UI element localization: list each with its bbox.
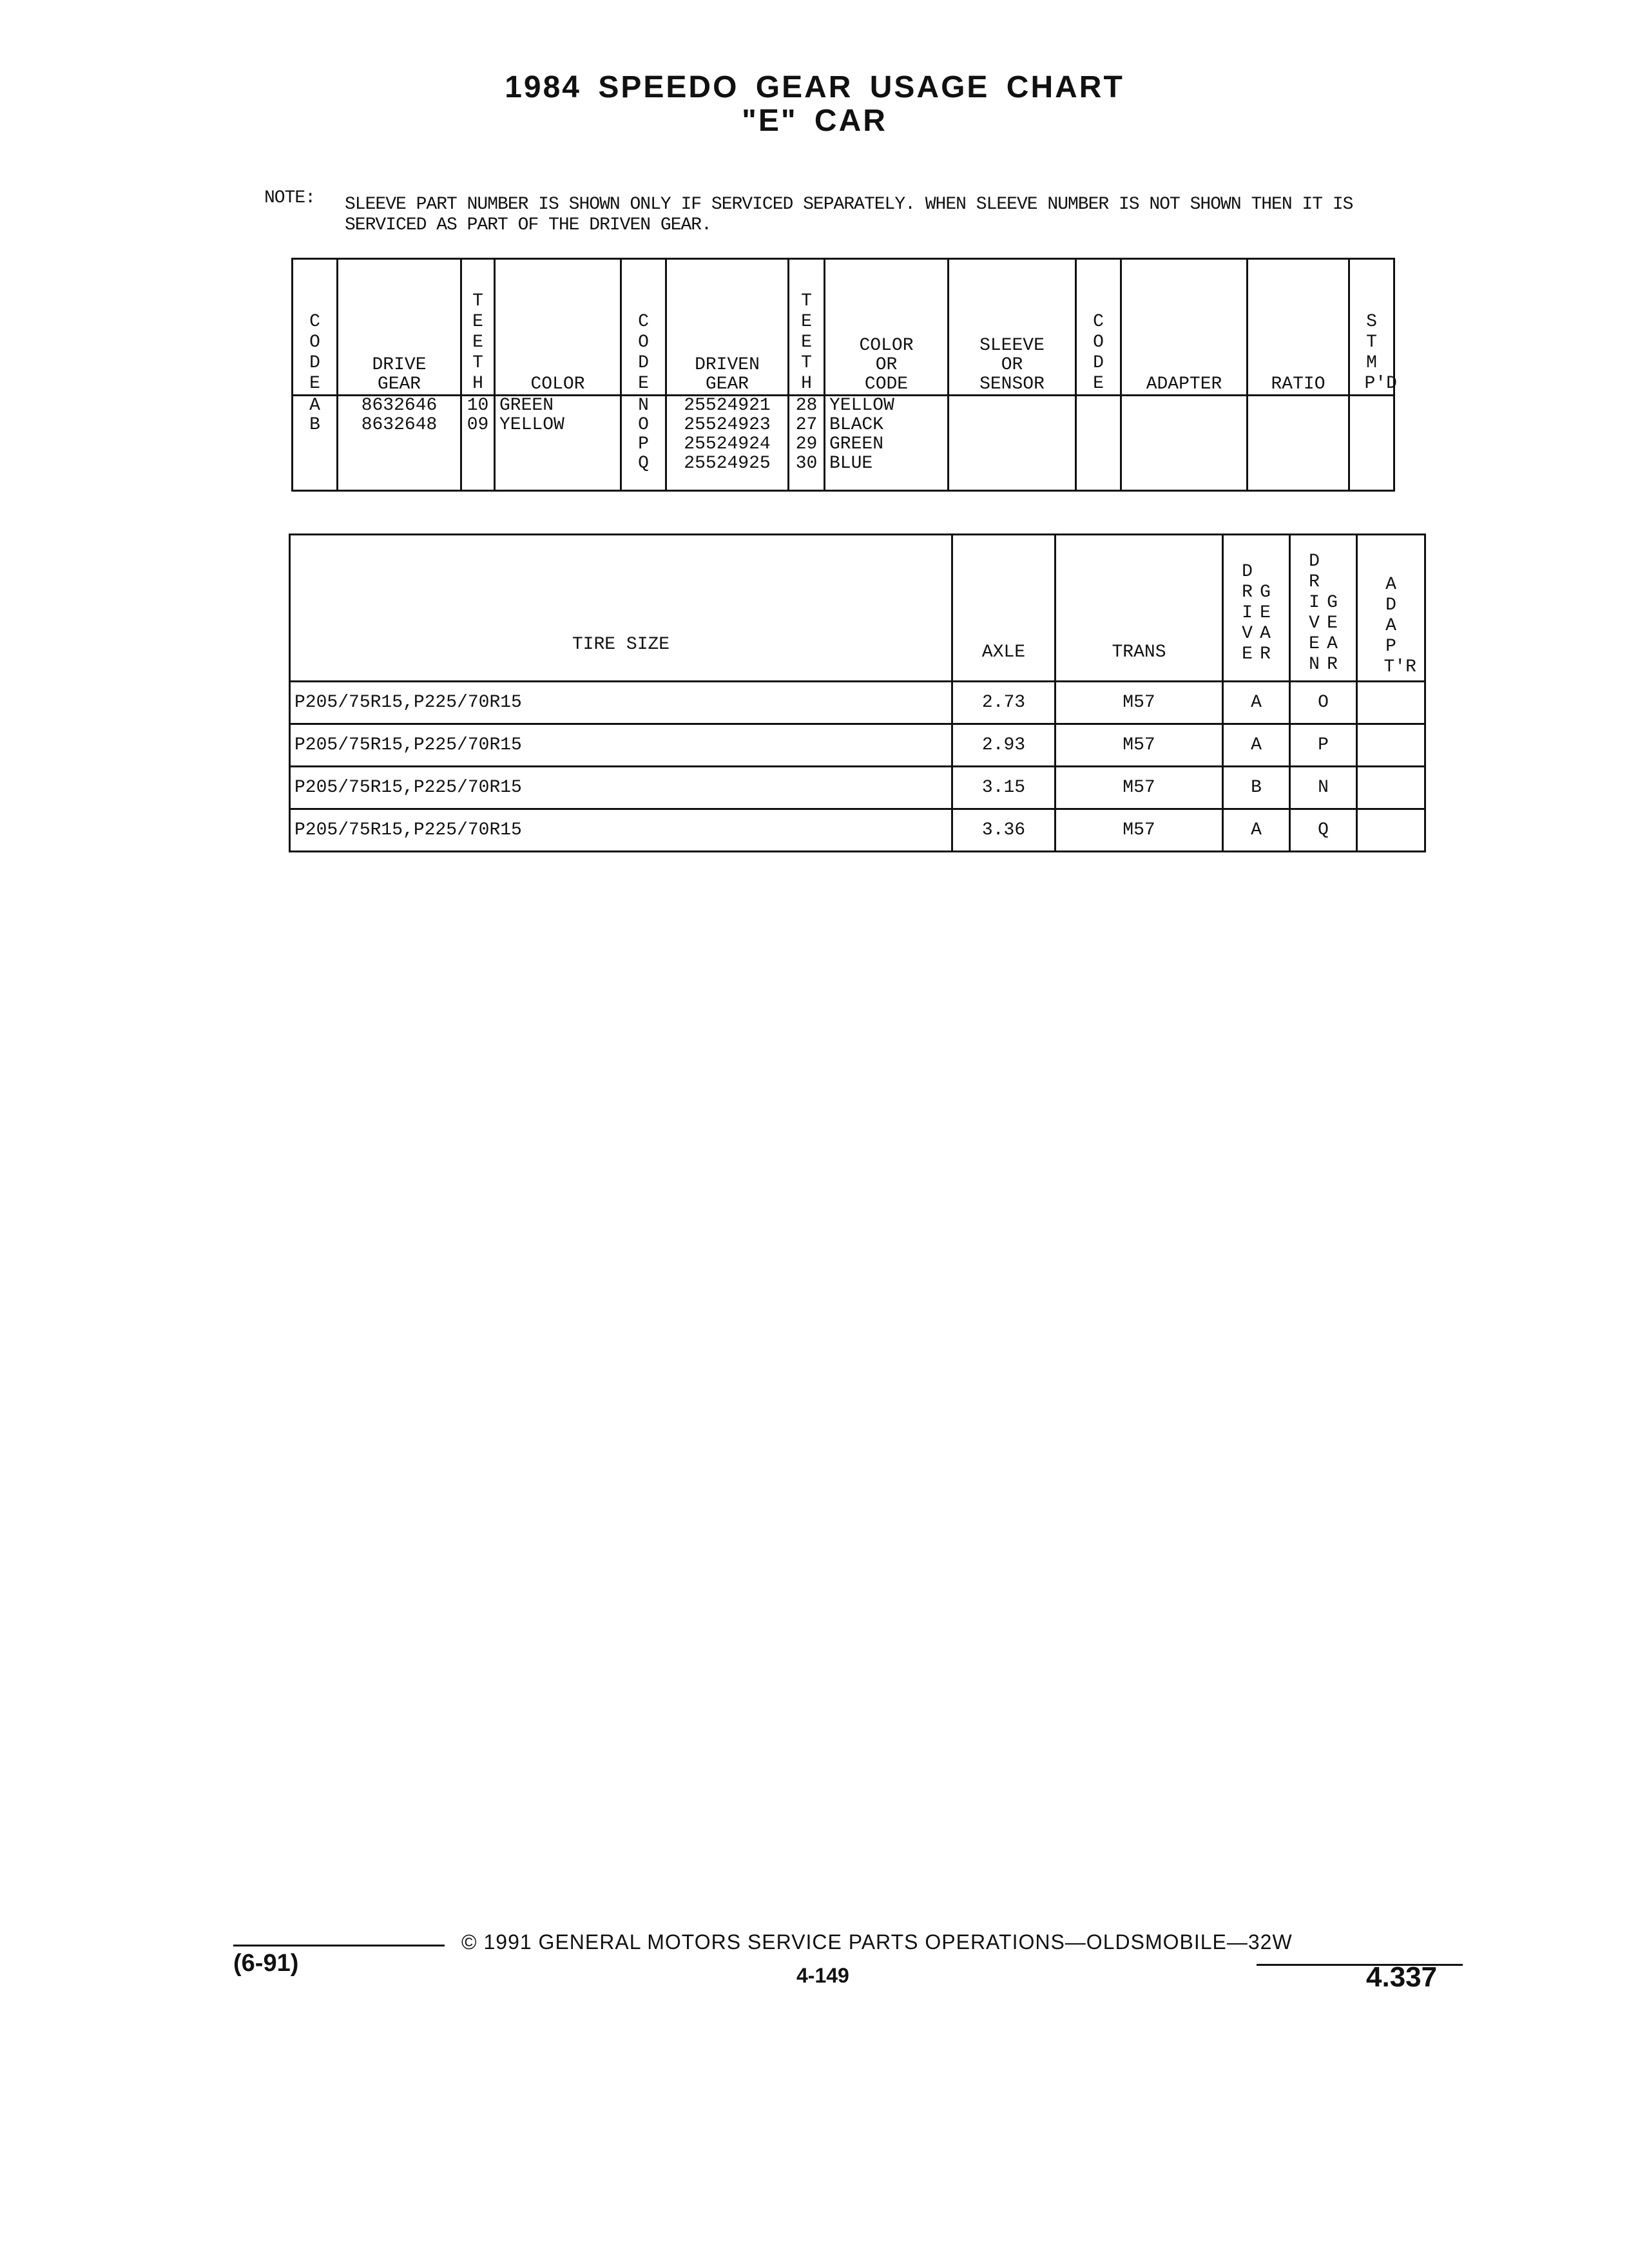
- header-drive-gear-2-b: GEAR: [1260, 582, 1271, 664]
- header-color-or-code: [825, 259, 949, 396]
- footer-copyright: © 1991 GENERAL MOTORS SERVICE PARTS OPERATIONS—OLDSMOBILE—32W: [461, 1930, 1293, 1954]
- header-teeth-2-text: TEETH: [801, 291, 812, 394]
- footer-date: (6-91): [233, 1950, 299, 1977]
- adapter-code: [1357, 767, 1425, 809]
- trans-code: M57: [1055, 724, 1223, 767]
- drive-part: 8632646: [361, 396, 438, 416]
- header-teeth-text: TEETH: [472, 291, 483, 394]
- ratio-cell: [1248, 396, 1349, 491]
- header-driven-gear-l1: DRIVEN: [695, 355, 760, 375]
- header-driven-gear-2-b: GEAR: [1327, 593, 1338, 675]
- header-sleeve-or-sensor: [949, 259, 1076, 396]
- header-driven-gear-2-a: DRIVEN: [1309, 552, 1320, 675]
- header-stmpd: [1349, 259, 1397, 396]
- gear-table: [291, 258, 1395, 492]
- header-driven-gear-2-group: [1307, 552, 1340, 675]
- header-driven-gear-l2: GEAR: [705, 374, 749, 394]
- header-drive-gear-2-group: [1240, 562, 1273, 665]
- driven-code: N: [638, 396, 649, 416]
- header-sleeve-l3: SENSOR: [979, 374, 1045, 394]
- header-teeth: [461, 259, 495, 396]
- drive-teeth-cell: [461, 396, 495, 491]
- driven-code-cell: [621, 396, 666, 491]
- adapter-code: [1357, 724, 1425, 767]
- header-ratio: RATIO: [1248, 259, 1349, 396]
- driven-code: P: [638, 434, 649, 454]
- drive-color-cell: [495, 396, 621, 491]
- usage-table-header: [290, 535, 1425, 682]
- driven-part: 25524923: [684, 415, 771, 435]
- note-line-1: SLEEVE PART NUMBER IS SHOWN ONLY IF SERVICED SEPARATELY. WHEN SLEEVE NUMBER IS NOT SHOWN THEN IT IS: [345, 195, 1353, 215]
- driven-teeth: 30: [795, 454, 818, 474]
- axle-ratio: 3.15: [952, 767, 1055, 809]
- tire-size: P205/75R15,P225/70R15: [290, 724, 952, 767]
- footer-page-number: 4-149: [796, 1964, 849, 1987]
- driven-teeth-cell: [789, 396, 825, 491]
- header-adapter-2: [1357, 535, 1425, 682]
- drive-color: YELLOW: [499, 415, 564, 435]
- driven-color-cell: [825, 396, 949, 491]
- stmpd-cell: [1349, 396, 1394, 491]
- adapter-code: [1357, 682, 1425, 724]
- driven-gear-code: O: [1290, 682, 1357, 724]
- drive-gear-code: A: [1223, 724, 1290, 767]
- driven-code: O: [638, 415, 649, 435]
- driven-color: BLACK: [829, 415, 884, 435]
- tire-size: P205/75R15,P225/70R15: [290, 809, 952, 852]
- driven-gear-code: Q: [1290, 809, 1357, 852]
- drive-code: B: [309, 415, 320, 435]
- driven-gear-code: P: [1290, 724, 1357, 767]
- header-driven-gear-2: [1290, 535, 1357, 682]
- drive-teeth: 10: [467, 396, 489, 416]
- drive-code: A: [309, 396, 320, 416]
- header-adapter: ADAPTER: [1121, 259, 1248, 396]
- header-color: COLOR: [495, 259, 621, 396]
- usage-row: [290, 724, 1425, 767]
- driven-teeth: 28: [795, 396, 818, 416]
- header-trans: TRANS: [1055, 535, 1223, 682]
- trans-code: M57: [1055, 767, 1223, 809]
- header-stmpd-text: STMP'D: [1364, 312, 1397, 394]
- axle-ratio: 3.36: [952, 809, 1055, 852]
- driven-color: BLUE: [829, 454, 873, 474]
- drive-part-cell: [338, 396, 461, 491]
- note-label: NOTE:: [264, 188, 316, 208]
- axle-ratio: 2.93: [952, 724, 1055, 767]
- driven-code: Q: [638, 454, 649, 474]
- driven-part-cell: [666, 396, 789, 491]
- header-code: [293, 259, 338, 396]
- adapter-code: [1357, 809, 1425, 852]
- drive-part: 8632648: [361, 415, 438, 435]
- header-sleeve-l2: OR: [1001, 355, 1023, 375]
- header-color-or-code-l1: COLOR: [859, 336, 914, 356]
- drive-color: GREEN: [499, 396, 554, 416]
- header-sleeve-l1: SLEEVE: [979, 336, 1045, 356]
- drive-gear-code: A: [1223, 682, 1290, 724]
- driven-part: 25524924: [684, 434, 771, 454]
- header-code-3-text: CODE: [1093, 312, 1104, 394]
- header-drive-gear-2: [1223, 535, 1290, 682]
- header-code-2-text: CODE: [638, 312, 649, 394]
- trans-code: M57: [1055, 682, 1223, 724]
- driven-teeth: 27: [795, 415, 818, 435]
- header-driven-gear: [666, 259, 789, 396]
- usage-table: [289, 533, 1426, 852]
- sleeve-cell: [949, 396, 1076, 491]
- drive-gear-code: A: [1223, 809, 1290, 852]
- usage-row: [290, 682, 1425, 724]
- header-tire-size: TIRE SIZE: [290, 535, 952, 682]
- gear-table-body: [293, 396, 1394, 491]
- header-drive-gear: [338, 259, 461, 396]
- header-color-or-code-l2: OR: [875, 355, 898, 375]
- note-line-2: SERVICED AS PART OF THE DRIVEN GEAR.: [345, 215, 711, 235]
- header-code-2: [621, 259, 666, 396]
- header-code-3: [1076, 259, 1121, 396]
- header-code-text: CODE: [309, 312, 320, 394]
- footer-section-number: 4.337: [1366, 1961, 1438, 1993]
- header-adapter-2-text: ADAPT'R: [1383, 575, 1416, 677]
- code-3-cell: [1076, 396, 1121, 491]
- tire-size: P205/75R15,P225/70R15: [290, 682, 952, 724]
- driven-gear-code: N: [1290, 767, 1357, 809]
- usage-row: [290, 809, 1425, 852]
- tire-size: P205/75R15,P225/70R15: [290, 767, 952, 809]
- drive-teeth: 09: [467, 415, 489, 435]
- footer-rule-left: [233, 1945, 445, 1946]
- axle-ratio: 2.73: [952, 682, 1055, 724]
- drive-gear-code: B: [1223, 767, 1290, 809]
- driven-part: 25524921: [684, 396, 771, 416]
- header-drive-gear-l2: GEAR: [377, 374, 421, 394]
- driven-color: GREEN: [829, 434, 884, 454]
- header-axle: AXLE: [952, 535, 1055, 682]
- adapter-cell: [1121, 396, 1248, 491]
- gear-table-header: [293, 259, 1394, 396]
- header-color-or-code-l3: CODE: [864, 374, 909, 394]
- drive-code-cell: [293, 396, 338, 491]
- header-drive-gear-2-a: DRIVE: [1242, 562, 1253, 664]
- header-teeth-2: [789, 259, 825, 396]
- usage-row: [290, 767, 1425, 809]
- header-drive-gear-l1: DRIVE: [372, 355, 427, 375]
- driven-part: 25524925: [684, 454, 771, 474]
- driven-color: YELLOW: [829, 396, 894, 416]
- page-title: 1984 SPEEDO GEAR USAGE CHART: [505, 70, 1124, 104]
- trans-code: M57: [1055, 809, 1223, 852]
- page-subtitle: "E" CAR: [742, 104, 887, 138]
- driven-teeth: 29: [795, 434, 818, 454]
